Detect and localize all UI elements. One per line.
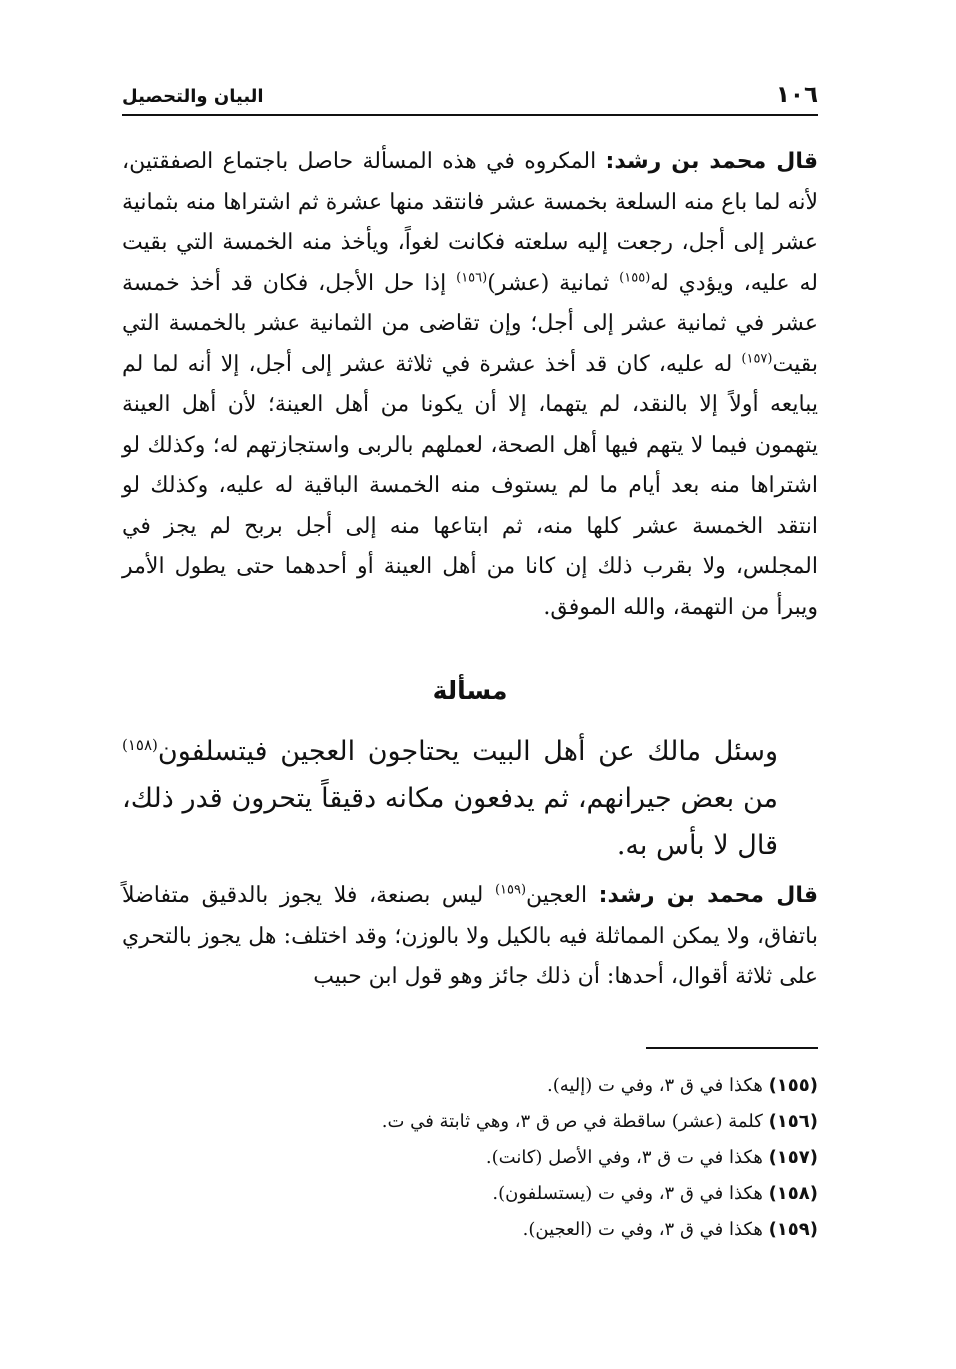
commentary-text: ثمانية (عشر) (487, 270, 620, 296)
footnote-number: (١٥٩) (768, 1219, 818, 1240)
footnote-text: كلمة (عشر) ساقطة في ص ق ٣، وهي ثابتة في ت. (381, 1111, 769, 1132)
footnote-ref-155: (١٥٥) (619, 270, 651, 286)
section-heading: مسألة (432, 676, 508, 705)
footnote-item (300, 1176, 818, 1212)
footnote-item (300, 1104, 818, 1140)
footnote-number: (١٥٦) (768, 1111, 818, 1132)
footnote-text: هكذا في ت ق ٣، وفي الأصل (كانت). (485, 1147, 769, 1168)
footnote-number: (١٥٧) (768, 1147, 818, 1168)
footnote-ref-156: (١٥٦) (456, 270, 488, 286)
footnote-ref-159: (١٥٩) (494, 882, 527, 898)
commentary-paragraph-1 (122, 142, 818, 628)
footnote-number: (١٥٨) (768, 1183, 818, 1204)
commentary-text: إذا حل الأجل، فكان قد أخذ خمسة عشر في ثمانية عشر إلى أجل؛ وإن تقاضى من الثمانية عشر بالخمسة التي بقيت (122, 270, 818, 377)
footnote-separator (646, 1047, 818, 1049)
commentary-paragraph-2 (122, 876, 818, 998)
question-text: من بعض جيرانهم، ثم يدفعون مكانه دقيقاً يتحرون قدر ذلك، قال لا بأس به. (122, 783, 778, 861)
footnotes-list (300, 1068, 818, 1248)
commentary-text: المكروه في هذه المسألة حاصل باجتماع الصفقتين، لأنه لما باع منه السلعة بخمسة عشر فانتقد منها عشرة ثم اشتراها منه بثمانية عشر إلى أجل، رجعت إليه سلعته فكانت لغواً، ويأخذ منه الخمسة التي بقيت له عليه، ويؤدي له (122, 149, 818, 296)
question-text: وسئل مالك عن أهل البيت يحتاجون العجين فيتسلفون (157, 736, 778, 767)
commentary-lead: قال محمد بن رشد: (598, 883, 819, 908)
question-paragraph (122, 728, 818, 869)
footnote-number: (١٥٥) (768, 1075, 818, 1096)
footnote-ref-157: (١٥٧) (741, 351, 773, 367)
running-title: البيان والتحصيل (122, 86, 264, 107)
footnote-text: هكذا في ق ٣، وفي ت (إليه). (546, 1075, 769, 1096)
commentary-text: له عليه، كان قد أخذ عشرة في ثلاثة عشر إلى أجل، إلا أنه لما لم يبايعه أولاً إلا بالنقد، لم يتهما، إلا أن يكونا من أهل العينة؛ لأن أهل العينة يتهمون فيما لا يتهم فيها أهل الصحة، لعملهم بالربى واستجازتهم له؛ وكذلك لو اشتراها منه بعد أيام ما لم يستوف منه الخمسة الباقية له عليه، وكذلك لو انتقد الخمسة عشر كلها منه، ثم ابتاعها منه إلى أجل بربح لم يجز في المجلس، ولا بقرب ذلك إن كانا من أهل العينة أو أحدهما حتى يطول الأمر ويبرأ من التهمة، والله الموفق. (122, 351, 818, 620)
running-header (122, 78, 818, 116)
commentary-lead: قال محمد بن رشد: (605, 149, 818, 174)
commentary-text: العجين (526, 883, 599, 908)
footnote-item (300, 1068, 818, 1104)
commentary-text: ليس بصنعة، فلا يجوز بالدقيق متفاضلاً باتفاق، ولا يمكن المماثلة فيه بالكيل ولا بالوزن؛ وقد اختلف: هل يجوز بالتحري على ثلاثة أقوال، أحدها: أن ذلك جائز وهو قول ابن حبيب (122, 883, 818, 989)
page-number: ١٠٦ (775, 82, 818, 108)
footnote-ref-158: (١٥٨) (122, 736, 158, 754)
footnote-text: هكذا في ق ٣، وفي ت (العجين). (522, 1219, 769, 1240)
footnote-item (300, 1212, 818, 1248)
footnote-text: هكذا في ق ٣، وفي ت (يستسلفون). (492, 1183, 769, 1204)
footnote-item (300, 1140, 818, 1176)
